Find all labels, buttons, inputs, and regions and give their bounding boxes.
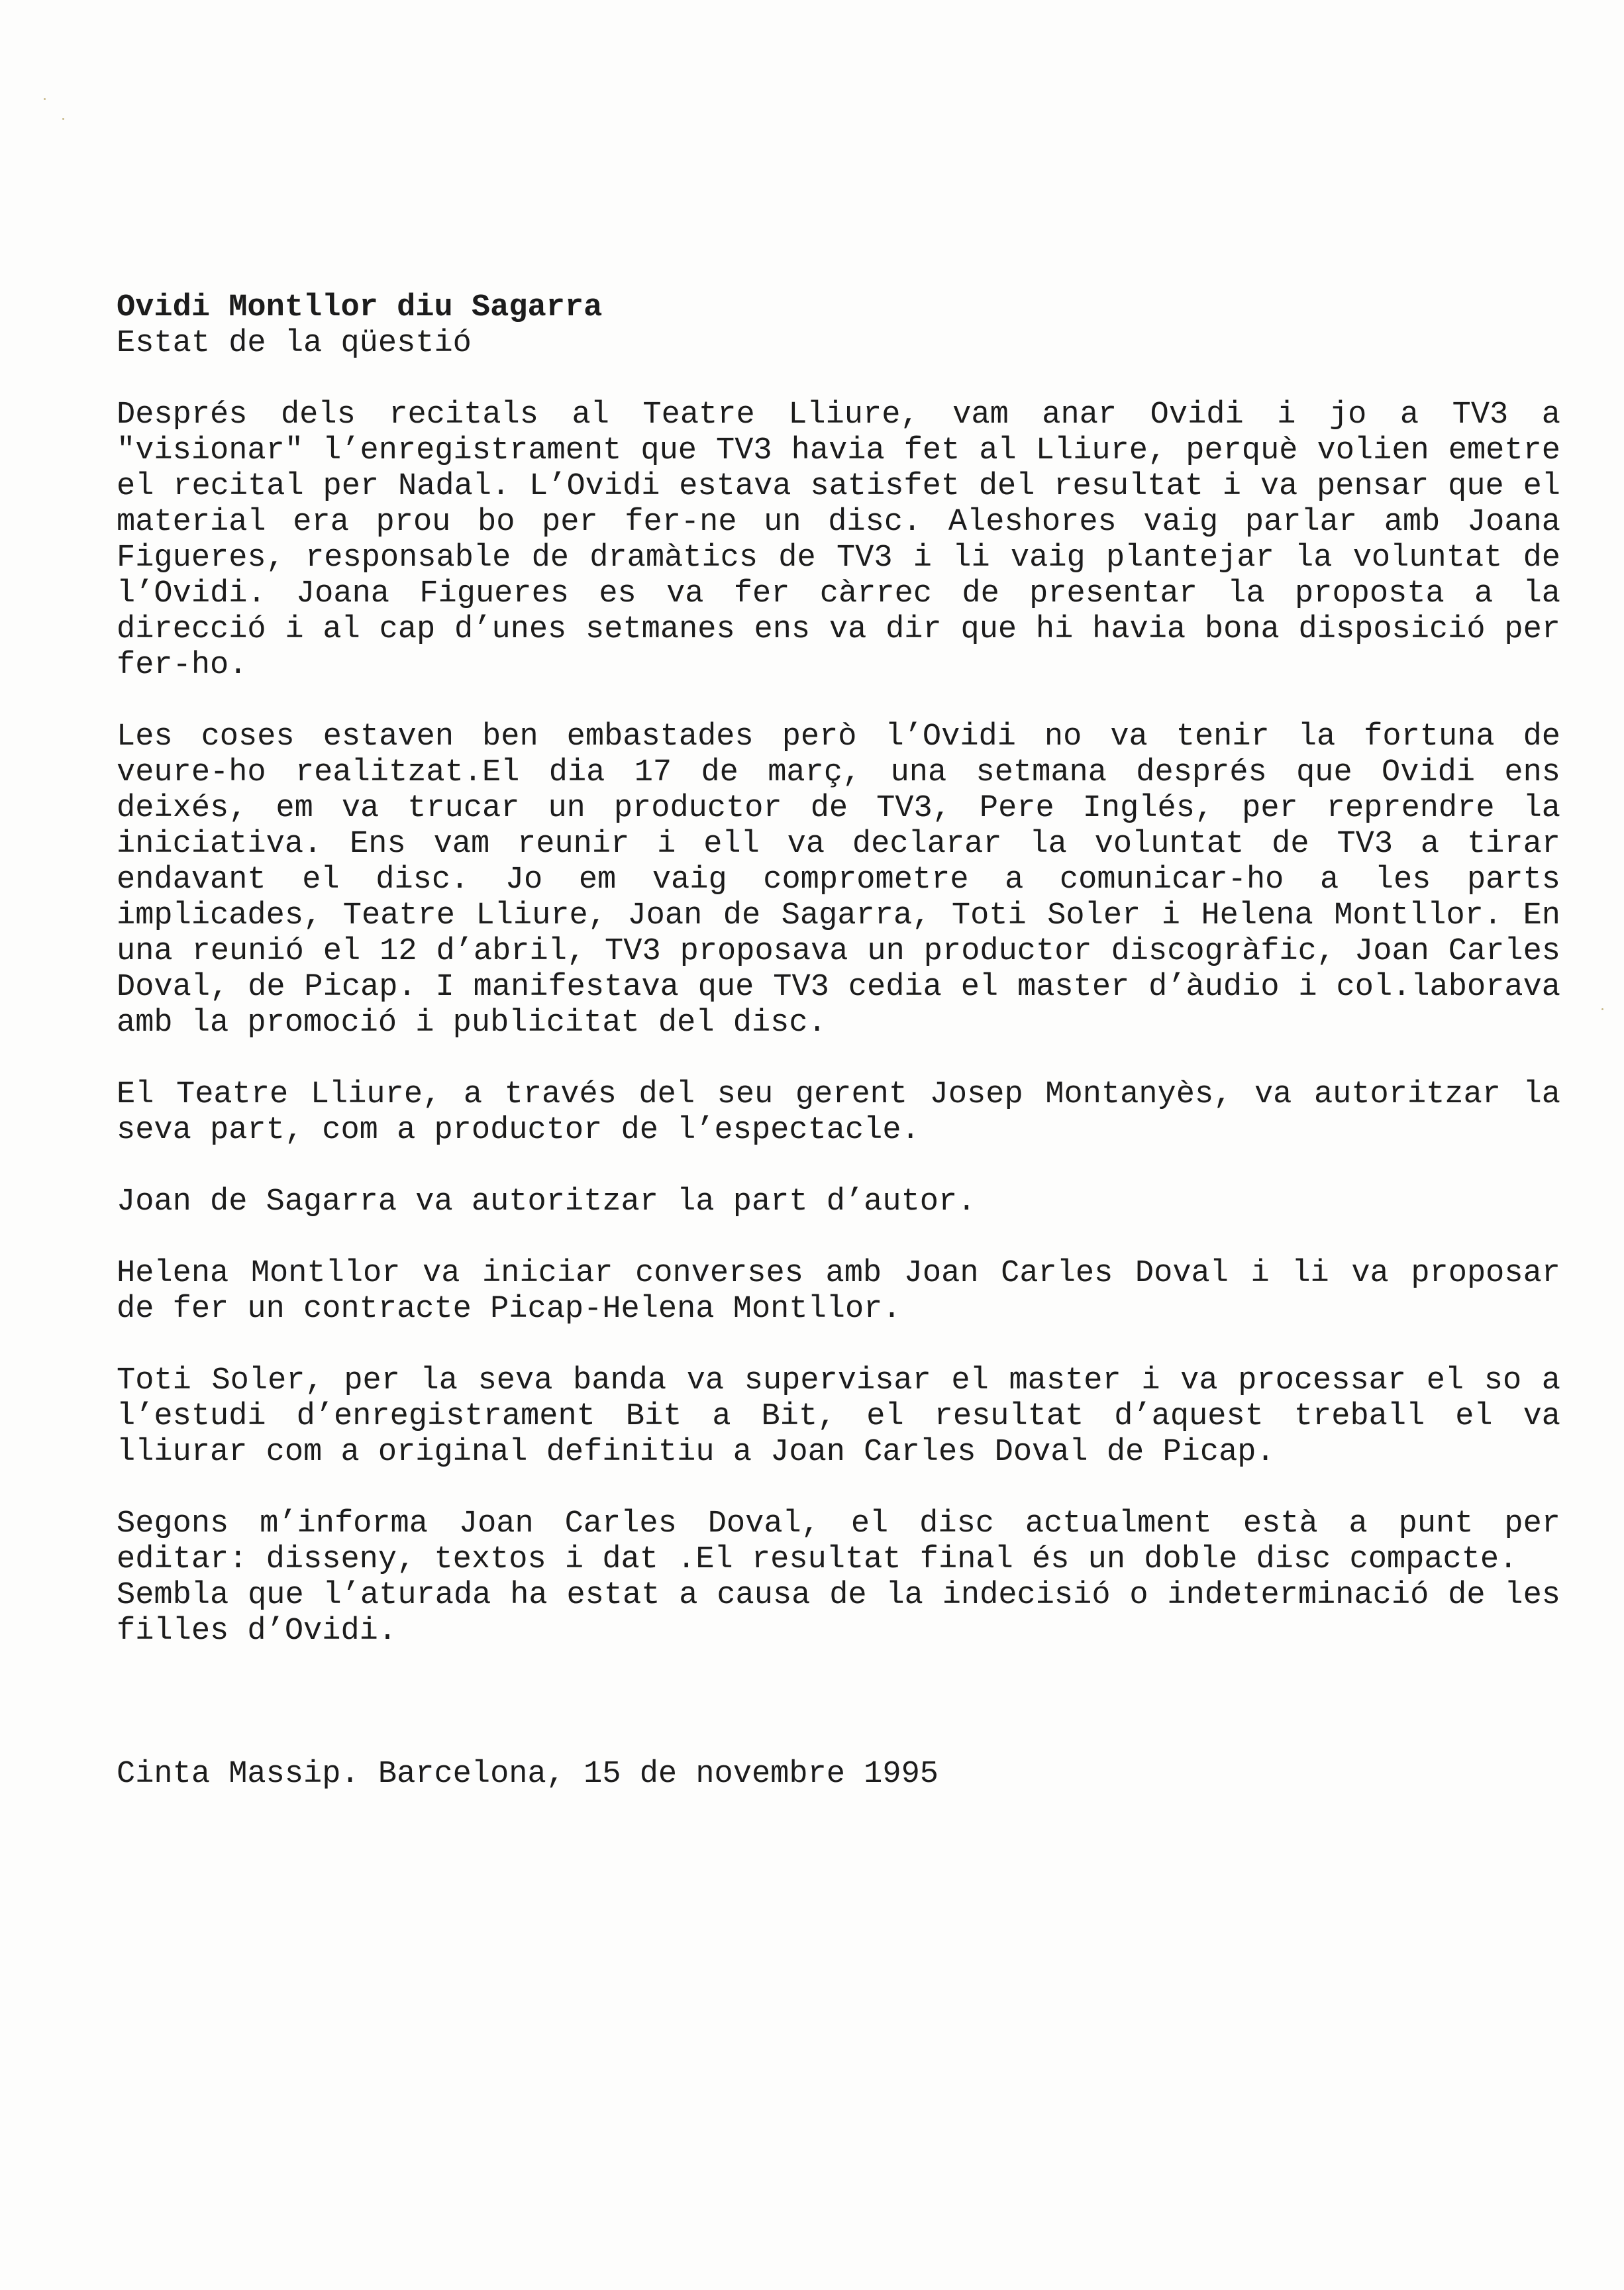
paragraph-current-status: Segons m’informa Joan Carles Doval, el disc actualment està a punt per editar: disseny, textos i dat .El resultat final és un doble disc compacte. (117, 1506, 1560, 1577)
paper-speck (1601, 1008, 1603, 1010)
signature-line: Cinta Massip. Barcelona, 15 de novembre 1995 (117, 1757, 939, 1792)
paragraph-teatre-lliure: El Teatre Lliure, a través del seu gerent Josep Montanyès, va autoritzar la seva part, com a productor de l’espectacle. (117, 1077, 1560, 1148)
paper-speck (44, 98, 46, 100)
paragraph-joan-de-sagarra: Joan de Sagarra va autoritzar la part d’autor. (117, 1184, 976, 1220)
paper-speck (62, 118, 64, 120)
paragraph-helena-montllor: Helena Montllor va iniciar converses amb Joan Carles Doval i li va proposar de fer un contracte Picap-Helena Montllor. (117, 1256, 1560, 1327)
paragraph-delay-cause: Sembla que l’aturada ha estat a causa de la indecisió o indeterminació de les filles d’Ovidi. (117, 1578, 1560, 1649)
document-subtitle: Estat de la qüestió (117, 326, 472, 361)
document-body (117, 290, 1560, 1824)
paragraph-tv3-recording: Després dels recitals al Teatre Lliure, vam anar Ovidi i jo a TV3 a "visionar" l’enregistrament que TV3 havia fet al Lliure, perquè volien emetre el recital per Nadal. L’Ovidi estava satisfet del resultat i va pensar que el material era prou bo per fer-ne un disc. Aleshores vaig parlar amb Joana Figueres, responsable de dramàtics de TV3 i li vaig plantejar la voluntat de l’Ovidi. Joana Figueres es va fer càrrec de presentar la proposta a la direcció i al cap d’unes setmanes ens va dir que hi havia bona disposició per fer-ho. (117, 397, 1560, 683)
document-title: Ovidi Montllor diu Sagarra (117, 290, 603, 325)
paragraph-toti-soler: Toti Soler, per la seva banda va supervisar el master i va processar el so a l’estudi d’enregistrament Bit a Bit, el resultat d’aquest treball el va lliurar com a original definitiu a Joan Carles Doval de Picap. (117, 1363, 1560, 1470)
paragraph-production-proposal: Les coses estaven ben embastades però l’Ovidi no va tenir la fortuna de veure-ho realitzat.El dia 17 de març, una setmana després que Ovidi ens deixés, em va trucar un productor de TV3, Pere Inglés, per reprendre la iniciativa. Ens vam reunir i ell va declarar la voluntat de TV3 a tirar endavant el disc. Jo em vaig comprometre a comunicar-ho a les parts implicades, Teatre Lliure, Joan de Sagarra, Toti Soler i Helena Montllor. En una reunió el 12 d’abril, TV3 proposava un productor discogràfic, Joan Carles Doval, de Picap. I manifestava que TV3 cedia el master d’àudio i col.laborava amb la promoció i publicitat del disc. (117, 719, 1560, 1041)
